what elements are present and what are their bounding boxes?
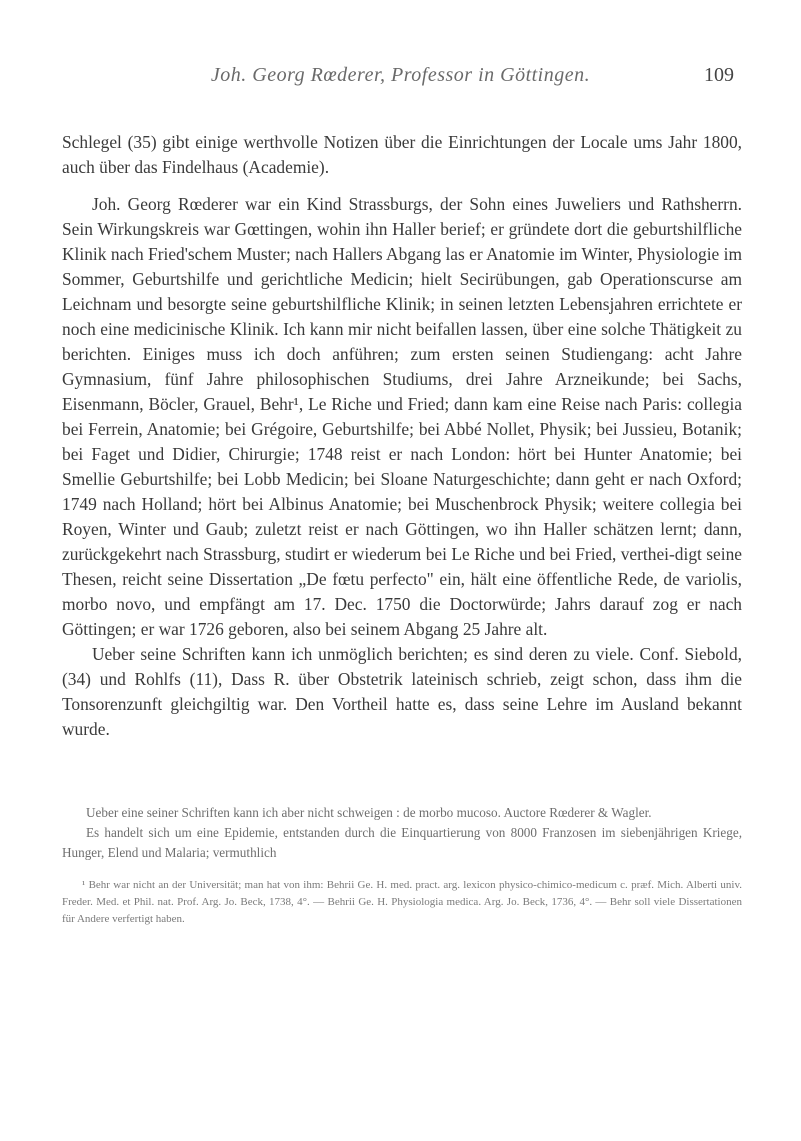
small-print-section — [62, 803, 742, 863]
page-number: 109 — [704, 64, 734, 86]
paragraph-schlegel: Schlegel (35) gibt einige werthvolle Notizen über die Einrichtungen der Locale ums Jahr 1800, auch über das Findelhaus (Academie). — [62, 132, 742, 177]
paragraph-writings: Ueber seine Schriften kann ich unmöglich berichten; es sind deren zu viele. Conf. Siebold, (34) und Rohlfs (11), Dass R. über Obstetrik lateinisch schrieb, zeigt schon, dass ihm die Tonsorenzunft gleichgiltig war. Den Vortheil hatte es, dass seine Lehre im Ausland bekannt wurde. — [62, 644, 742, 739]
page-header — [0, 64, 801, 104]
main-text — [62, 130, 742, 742]
paragraph-epidemic: Es handelt sich um eine Epidemie, entstanden durch die Einquartierung von 8000 Franzosen im siebenjährigen Kriege, Hunger, Elend und Malaria; vermuthlich — [62, 825, 742, 860]
paragraph-roederer-biography: Joh. Georg Rœderer war ein Kind Strassburgs, der Sohn eines Juweliers und Rathsherrn. Sein Wirkungskreis war Gœttingen, wohin ihn Haller berief; er gründete dort die geburtshilfliche Klinik nach Fried'schem Muster; nach Hallers Abgang las er Anatomie im Winter, Physiologie im Sommer, Geburtshilfe und gerichtliche Medicin; hielt Secirübungen, gab Operationscurse am Leichnam und besorgte seine geburtshilfliche Klinik; in seinen letzten Lebensjahren errichtete er noch eine medicinische Klinik. Ich kann mir nicht beifallen lassen, über eine solche Thätigkeit zu berichten. Einiges muss ich doch anführen; zum ersten seinen Studiengang: acht Jahre Gymnasium, fünf Jahre philosophischen Studiums, drei Jahre Arzneikunde; bei Sachs, Eisenmann, Böcler, Grauel, Behr¹, Le Riche und Fried; dann kam eine Reise nach Paris: collegia bei Ferrein, Anatomie; bei Grégoire, Geburtshilfe; bei Abbé Nollet, Physik; bei Jussieu, Botanik; bei Faget und Didier, Chirurgie; 1748 reist er nach London: hört bei Hunter Anatomie; bei Smellie Geburtshilfe; bei Lobb Medicin; bei Sloane Naturgeschichte; dann geht er nach Oxford; 1749 nach Holland; hört bei Albinus Anatomie; bei Muschenbrock Physik; weitere collegia bei Royen, Winter und Gaub; zuletzt reist er nach Göttingen, wo ihn Haller schätzen lernt; dann, zurückgekehrt nach Strassburg, studirt er wiederum bei Le Riche und bei Fried, verthei-digt seine Thesen, reicht seine Dissertation „De fœtu perfecto" ein, hält eine öffentliche Rede, de variolis, morbo novo, und empfängt am 17. Dec. 1750 die Doctorwürde; Jahrs darauf zog er nach Göttingen; er war 1726 geboren, also bei seinem Abgang 25 Jahre alt. — [62, 194, 742, 639]
footnote-behr: ¹ Behr war nicht an der Universität; man hat von ihm: Behrii Ge. H. med. pract. arg. lexicon physico-chimico-medicum c. præf. Mich. Alberti univ. Freder. Med. et Phil. nat. Prof. Arg. Jo. Beck, 1738, 4°. — Behrii Ge. H. Physiologia medica. Arg. Jo. Beck, 1736, 4°. — Behr soll viele Dissertationen für Andere verfertigt haben. — [62, 879, 742, 925]
footnote — [62, 877, 742, 928]
running-title: Joh. Georg Rœderer, Professor in Göttingen. — [210, 64, 591, 86]
paragraph-de-morbo-mucoso: Ueber eine seiner Schriften kann ich aber nicht schweigen : de morbo mucoso. Auctore Rœderer & Wagler. — [86, 805, 652, 820]
